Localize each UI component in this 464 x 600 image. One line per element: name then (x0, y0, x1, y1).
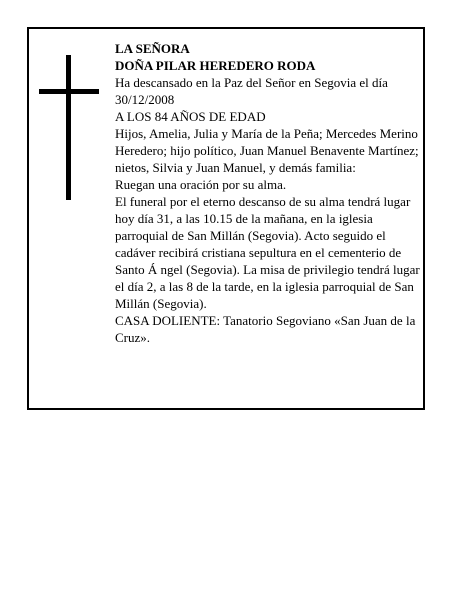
obituary-notice (27, 27, 425, 410)
age-line: A LOS 84 AÑOS DE EDAD (115, 109, 266, 124)
mourning-house: CASA DOLIENTE: Tanatorio Segoviano «San Juan de la Cruz». (115, 313, 416, 345)
notice-heading: LA SEÑORA (115, 41, 190, 56)
prayer-request: Ruegan una oración por su alma. (115, 177, 287, 192)
notice-text (115, 40, 425, 346)
family-list: Hijos, Amelia, Julia y María de la Peña; Mercedes Merino Heredero; hijo político, Juan Manuel Benavente Martínez; nietos, Silvia y Juan Manuel, y demás familia: (115, 126, 419, 175)
cross-icon (39, 55, 99, 200)
cross-horizontal-bar (39, 89, 99, 94)
cross-vertical-bar (66, 55, 71, 200)
funeral-details: El funeral por el eterno descanso de su alma tendrá lugar hoy día 31, a las 10.15 de la mañana, en la iglesia parroquial de San Millán (Segovia). Acto seguido el cadáver recibirá cristiana sepultura en el cementerio de Santo Á ngel (Segovia). La misa de privilegio tendrá lugar el día 2, a las 8 de la tarde, en la iglesia parroquial de San Millán (Segovia). (115, 194, 420, 311)
deceased-name: DOÑA PILAR HEREDERO RODA (115, 58, 316, 73)
death-statement: Ha descansado en la Paz del Señor en Segovia el día 30/12/2008 (115, 75, 388, 107)
